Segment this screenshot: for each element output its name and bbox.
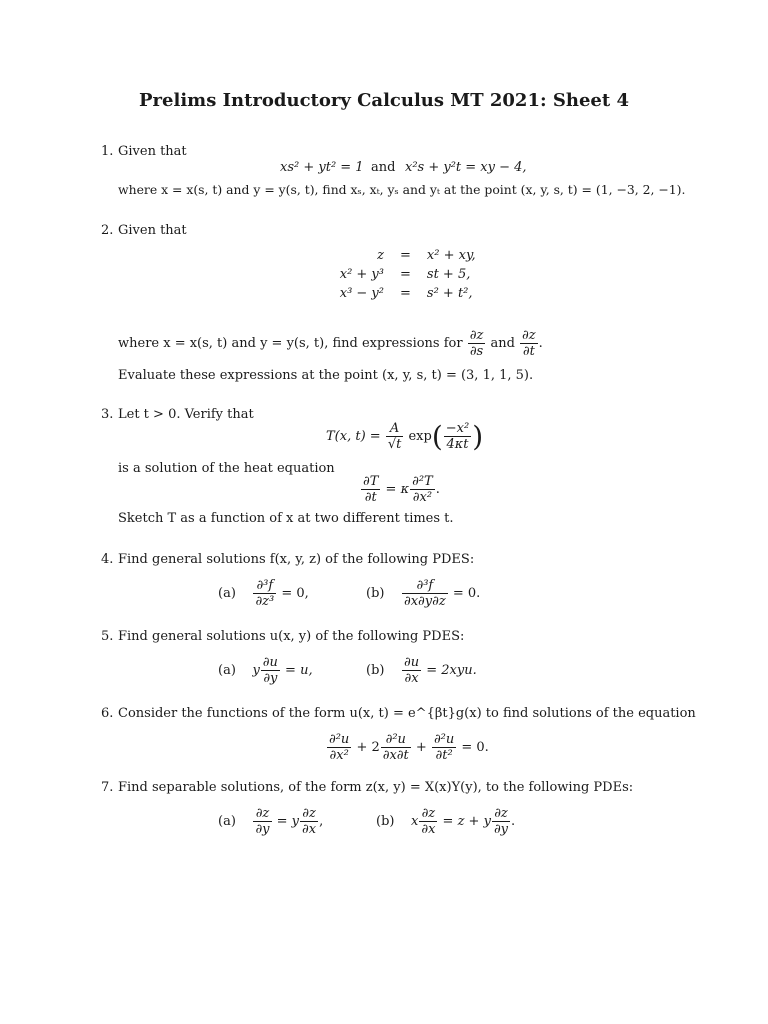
q3-period: . <box>435 482 440 497</box>
q3-exp: exp <box>408 429 432 444</box>
q6-term3 <box>432 732 456 763</box>
q2-evaluate: Evaluate these expressions at the point (x, y, s, t) = (3, 1, 1, 5). <box>118 368 534 383</box>
q2-number: 2. <box>101 223 114 238</box>
q7-part-a <box>218 806 323 837</box>
q6-intro: Consider the functions of the form u(x, t) = e^{βt}g(x) to find solutions of the equation <box>118 706 696 721</box>
frac-denominator: ∂y <box>263 671 278 686</box>
frac-numerator: ∂²u <box>381 732 411 748</box>
q5-part-b <box>366 655 477 686</box>
q7b-rhs-fraction <box>492 806 510 837</box>
frac-numerator: ∂z <box>253 806 271 822</box>
frac-denominator: ∂x <box>302 822 317 837</box>
q3-equals-kappa: = κ <box>385 482 410 497</box>
frac-numerator: ∂z <box>522 328 536 343</box>
left-paren: ( <box>431 420 443 453</box>
q4-part-b <box>366 578 480 609</box>
q2-rhs: s² + t², <box>426 286 473 301</box>
q5-part-a <box>218 655 313 686</box>
q1-equation-a: xs² + yt² = 1 <box>280 160 364 175</box>
q2-lhs: x² + y³ <box>339 267 384 282</box>
part-label: (b) <box>376 814 395 829</box>
part-label: (b) <box>366 586 385 601</box>
frac-denominator: 4κt <box>446 437 469 452</box>
frac-numerator: ∂²T <box>412 474 433 489</box>
q2-find-line <box>118 328 543 359</box>
q3-T-lhs: T(x, t) = <box>326 429 381 444</box>
q2-lhs: z <box>377 248 384 263</box>
q2-dz-ds-fraction <box>468 328 486 359</box>
q6-term1 <box>327 732 351 763</box>
q3-A-over-root-t <box>386 421 404 452</box>
frac-denominator: ∂y <box>255 822 270 837</box>
q1-intro: Given that <box>118 144 187 159</box>
q7b-mid: = z + y <box>442 814 491 829</box>
frac-denominator: ∂x <box>404 671 419 686</box>
q3-intro: Let t > 0. Verify that <box>118 407 254 422</box>
q7-part-b <box>376 806 515 837</box>
q2-equation-system <box>326 246 482 303</box>
q7-intro: Find separable solutions, of the form z(x, y) = X(x)Y(y), to the following PDEs: <box>118 780 634 795</box>
q2-equation-row <box>326 265 482 284</box>
page-title: Prelims Introductory Calculus MT 2021: Sheet 4 <box>139 90 629 111</box>
q4-intro: Find general solutions f(x, y, z) of the following PDES: <box>118 552 475 567</box>
frac-denominator: ∂x∂t <box>382 748 409 763</box>
q3-temperature-formula <box>326 420 483 453</box>
q2-equals: = <box>400 248 411 263</box>
q3-d2T-dx2-fraction <box>410 474 435 505</box>
q1-and: and <box>371 160 396 175</box>
q1-task: where x = x(s, t) and y = y(s, t), find xₛ, xₜ, yₛ and yₜ at the point (x, y, s, t) = (1, −3, 2, −1). <box>118 182 686 197</box>
frac-denominator: ∂s <box>469 344 484 359</box>
q5b-fraction <box>402 655 421 686</box>
q7a-rhs-fraction <box>300 806 318 837</box>
right-paren: ) <box>472 420 484 453</box>
q2-equals: = <box>400 286 411 301</box>
q2-intro: Given that <box>118 223 187 238</box>
frac-numerator: ∂²u <box>329 732 350 747</box>
q2-equals: = <box>400 267 411 282</box>
q7b-prefix: x <box>411 814 419 829</box>
q4-part-a <box>218 578 309 609</box>
q3-heat-intro: is a solution of the heat equation <box>118 461 335 476</box>
q7a-mid: = y <box>276 814 300 829</box>
q5a-rhs: = u, <box>285 663 313 678</box>
frac-denominator: ∂t <box>522 344 535 359</box>
q2-equation-row <box>326 284 482 303</box>
frac-denominator: ∂z³ <box>255 594 275 609</box>
frac-denominator: ∂x² <box>329 748 349 763</box>
q5b-rhs: = 2xyu. <box>426 663 477 678</box>
frac-numerator: ∂z <box>300 806 318 822</box>
q1-equation-b: x²s + y²t = xy − 4, <box>405 160 527 175</box>
q2-find-text: where x = x(s, t) and y = y(s, t), find expressions for <box>118 336 463 351</box>
part-label: (a) <box>218 814 236 829</box>
frac-denominator: √t <box>387 437 402 452</box>
q2-rhs: st + 5, <box>426 267 471 282</box>
frac-denominator: ∂y <box>493 822 509 837</box>
q2-rhs: x² + xy, <box>426 248 476 263</box>
frac-denominator: ∂t <box>364 490 377 505</box>
q4-number: 4. <box>101 552 114 567</box>
frac-numerator: ∂³f <box>402 578 448 594</box>
q2-lhs: x³ − y² <box>339 286 384 301</box>
frac-numerator: ∂u <box>404 655 420 670</box>
frac-numerator: −x² <box>445 421 470 436</box>
q6-plus2: + 2 <box>356 740 380 755</box>
q7a-lhs-fraction <box>253 806 271 837</box>
q2-equation-row <box>326 246 482 265</box>
q6-equation <box>326 732 489 763</box>
q7b-lhs-fraction <box>419 806 437 837</box>
q5-intro: Find general solutions u(x, y) of the following PDES: <box>118 629 465 644</box>
frac-numerator: ∂z <box>419 806 437 822</box>
frac-denominator: ∂t² <box>435 748 453 763</box>
q4b-fraction <box>402 578 448 609</box>
q4b-rhs: = 0. <box>452 586 481 601</box>
part-label: (a) <box>218 586 236 601</box>
q6-plus: + <box>415 740 427 755</box>
frac-denominator: ∂x <box>421 822 436 837</box>
q6-rhs: = 0. <box>461 740 489 755</box>
q4a-fraction <box>253 578 276 609</box>
q7-number: 7. <box>101 780 114 795</box>
q6-number: 6. <box>101 706 114 721</box>
q5a-prefix: y <box>252 663 260 678</box>
q3-heat-equation <box>360 474 440 505</box>
q5-number: 5. <box>101 629 114 644</box>
q3-number: 3. <box>101 407 114 422</box>
q4a-rhs: = 0, <box>281 586 309 601</box>
q5a-fraction <box>261 655 280 686</box>
part-label: (a) <box>218 663 236 678</box>
q2-period: . <box>538 336 543 351</box>
frac-numerator: ∂²u <box>433 732 455 747</box>
frac-numerator: ∂³f <box>253 578 276 594</box>
part-label: (b) <box>366 663 385 678</box>
q7a-end: , <box>319 814 324 829</box>
q6-term2 <box>381 732 411 763</box>
q1-number: 1. <box>101 144 114 159</box>
q3-dT-dt-fraction <box>361 474 380 505</box>
q7b-end: . <box>511 814 516 829</box>
frac-numerator: A <box>386 421 404 437</box>
q3-exponent-fraction <box>444 421 471 452</box>
q2-dz-dt-fraction <box>520 328 538 359</box>
frac-numerator: ∂z <box>469 328 484 343</box>
frac-numerator: ∂u <box>262 655 278 670</box>
q2-and: and <box>490 336 515 351</box>
frac-numerator: ∂T <box>363 474 379 489</box>
q3-sketch: Sketch T as a function of x at two different times t. <box>118 511 454 526</box>
frac-denominator: ∂x² <box>412 490 433 505</box>
frac-numerator: ∂z <box>492 806 510 822</box>
frac-denominator: ∂x∂y∂z <box>404 594 446 609</box>
